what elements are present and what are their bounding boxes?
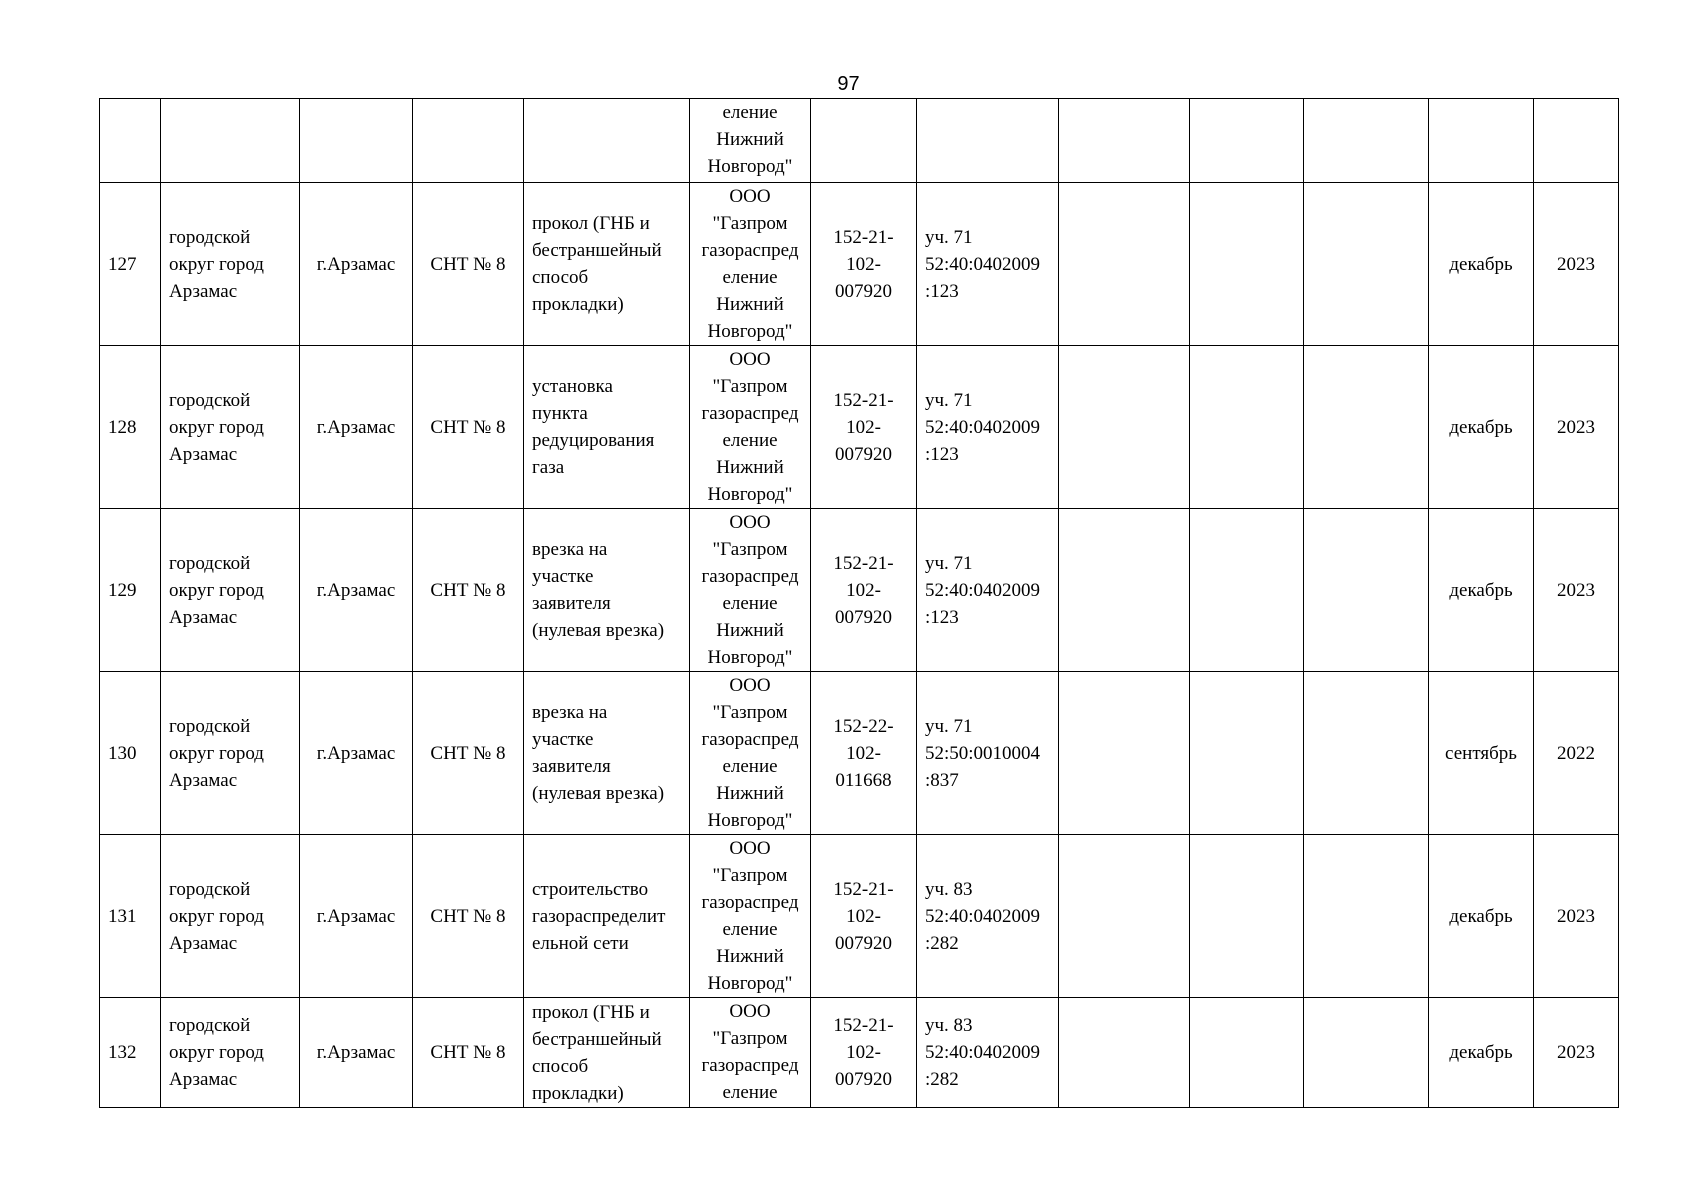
empty-cell [1059,346,1190,509]
object-cell: СНТ № 8 [413,509,524,672]
table-row [100,672,1619,835]
month-cell: декабрь [1429,998,1534,1108]
month-cell: декабрь [1429,835,1534,998]
tech-conditions-number-cell: 152-21- 102- 007920 [811,509,917,672]
city-cell: г.Арзамас [300,998,413,1108]
table-row [100,998,1619,1108]
year-cell: 2023 [1534,346,1619,509]
empty-cell [1304,509,1429,672]
cadastre-number-cell: уч. 71 52:40:0402009 :123 [917,346,1059,509]
cadastre-number-cell: уч. 71 52:40:0402009 :123 [917,183,1059,346]
empty-cell [1190,99,1304,183]
empty-cell [1059,509,1190,672]
tech-conditions-number-cell: 152-22- 102- 011668 [811,672,917,835]
table-row-continuation [100,99,1619,183]
empty-cell [1304,346,1429,509]
organization-cell: ООО "Газпром газораспред еление [690,998,811,1108]
tech-conditions-number-cell: 152-21- 102- 007920 [811,346,917,509]
table-row [100,183,1619,346]
row-number-cell [100,99,161,183]
month-cell: декабрь [1429,346,1534,509]
work-type-cell: врезка на участке заявителя (нулевая врезка) [524,509,690,672]
empty-cell [1304,998,1429,1108]
tech-conditions-number-cell [811,99,917,183]
organization-cell: ООО "Газпром газораспред еление Нижний Новгород" [690,835,811,998]
municipal-area-cell: городской округ город Арзамас [161,672,300,835]
empty-cell [1190,509,1304,672]
empty-cell [1304,835,1429,998]
organization-cell: еление Нижний Новгород" [690,99,811,183]
city-cell [300,99,413,183]
object-cell: СНТ № 8 [413,672,524,835]
object-cell [413,99,524,183]
municipal-area-cell: городской округ город Арзамас [161,509,300,672]
work-type-cell: прокол (ГНБ и бестраншейный способ прокладки) [524,183,690,346]
empty-cell [1059,183,1190,346]
empty-cell [1304,183,1429,346]
row-number-cell: 127 [100,183,161,346]
month-cell [1429,99,1534,183]
tech-conditions-number-cell: 152-21- 102- 007920 [811,183,917,346]
city-cell: г.Арзамас [300,672,413,835]
empty-cell [1190,672,1304,835]
cadastre-number-cell: уч. 83 52:40:0402009 :282 [917,835,1059,998]
empty-cell [1190,998,1304,1108]
municipal-area-cell: городской округ город Арзамас [161,998,300,1108]
municipal-area-cell [161,99,300,183]
object-cell: СНТ № 8 [413,346,524,509]
empty-cell [1190,346,1304,509]
work-type-cell: врезка на участке заявителя (нулевая врезка) [524,672,690,835]
page-number: 97 [837,73,860,95]
organization-cell: ООО "Газпром газораспред еление Нижний Новгород" [690,509,811,672]
gas-connection-registry-table [99,98,1619,1108]
work-type-cell: строительство газораспределит ельной сети [524,835,690,998]
year-cell: 2023 [1534,183,1619,346]
city-cell: г.Арзамас [300,346,413,509]
row-number-cell: 130 [100,672,161,835]
cadastre-number-cell: уч. 71 52:50:0010004 :837 [917,672,1059,835]
work-type-cell: установка пункта редуцирования газа [524,346,690,509]
empty-cell [1190,183,1304,346]
empty-cell [1059,835,1190,998]
work-type-cell: прокол (ГНБ и бестраншейный способ прокладки) [524,998,690,1108]
year-cell: 2022 [1534,672,1619,835]
organization-cell: ООО "Газпром газораспред еление Нижний Новгород" [690,346,811,509]
cadastre-number-cell: уч. 71 52:40:0402009 :123 [917,509,1059,672]
row-number-cell: 131 [100,835,161,998]
year-cell: 2023 [1534,509,1619,672]
year-cell: 2023 [1534,998,1619,1108]
empty-cell [1190,835,1304,998]
city-cell: г.Арзамас [300,509,413,672]
row-number-cell: 128 [100,346,161,509]
municipal-area-cell: городской округ город Арзамас [161,835,300,998]
object-cell: СНТ № 8 [413,835,524,998]
object-cell: СНТ № 8 [413,998,524,1108]
table-row [100,509,1619,672]
cadastre-number-cell: уч. 83 52:40:0402009 :282 [917,998,1059,1108]
tech-conditions-number-cell: 152-21- 102- 007920 [811,998,917,1108]
organization-cell: ООО "Газпром газораспред еление Нижний Новгород" [690,672,811,835]
empty-cell [1059,672,1190,835]
table-row [100,346,1619,509]
month-cell: сентябрь [1429,672,1534,835]
year-cell [1534,99,1619,183]
month-cell: декабрь [1429,509,1534,672]
empty-cell [1304,99,1429,183]
tech-conditions-number-cell: 152-21- 102- 007920 [811,835,917,998]
year-cell: 2023 [1534,835,1619,998]
row-number-cell: 132 [100,998,161,1108]
row-number-cell: 129 [100,509,161,672]
municipal-area-cell: городской округ город Арзамас [161,183,300,346]
municipal-area-cell: городской округ город Арзамас [161,346,300,509]
empty-cell [1059,998,1190,1108]
object-cell: СНТ № 8 [413,183,524,346]
organization-cell: ООО "Газпром газораспред еление Нижний Новгород" [690,183,811,346]
table-row [100,835,1619,998]
month-cell: декабрь [1429,183,1534,346]
empty-cell [1059,99,1190,183]
cadastre-number-cell [917,99,1059,183]
city-cell: г.Арзамас [300,183,413,346]
work-type-cell [524,99,690,183]
city-cell: г.Арзамас [300,835,413,998]
empty-cell [1304,672,1429,835]
